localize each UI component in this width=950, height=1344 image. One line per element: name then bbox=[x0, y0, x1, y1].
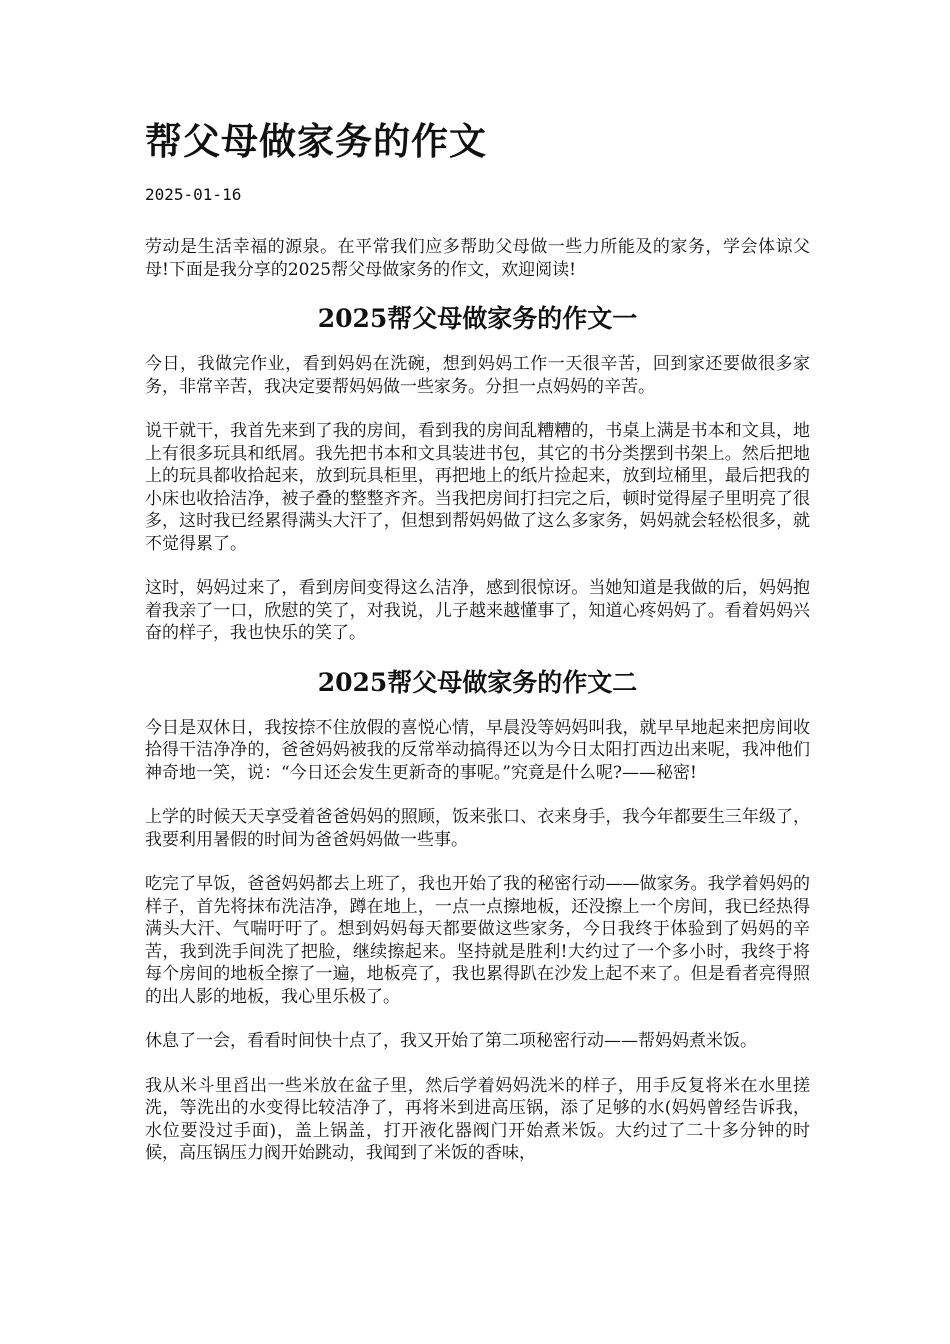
essay-paragraph: 休息了一会，看看时间快十点了，我又开始了第二项秘密行动——帮妈妈煮米饭。 bbox=[145, 1031, 757, 1051]
essay-section-1 bbox=[145, 301, 810, 645]
document-date: 2025-01-16 bbox=[145, 185, 242, 204]
essay-paragraph: 说干就干，我首先来到了我的房间，看到我的房间乱糟糟的，书桌上满是书本和文具，地上有很多玩具和纸屑。我先把书本和文具装进书包，其它的书分类摆到书架上。然后把地上的玩具都收拾起来，放到玩具柜里，再把地上的纸片捡起来，放到垃桶里，最后把我的小床也收拾洁净，被子叠的整整齐齐。当我把房间打扫完之后，顿时觉得屋子里明亮了很多，这时我已经累得满头大汗了，但想到帮妈妈做了这么多家务，妈妈就会轻松很多，就不觉得累了。 bbox=[145, 421, 810, 554]
essay-section-2 bbox=[145, 665, 810, 1165]
essay-paragraph: 今日，我做完作业，看到妈妈在洗碗，想到妈妈工作一天很辛苦，回到家还要做很多家务，非常辛苦，我决定要帮妈妈做一些家务。分担一点妈妈的辛苦。 bbox=[145, 354, 810, 397]
document-page bbox=[145, 116, 810, 1165]
essay-paragraph: 今日是双休日，我按捺不住放假的喜悦心情，早晨没等妈妈叫我，就早早地起来把房间收拾得干洁净净的，爸爸妈妈被我的反常举动搞得还以为今日太阳打西边出来呢，我冲他们神奇地一笑，说：“今日还会发生更新奇的事呢。”究竟是什么呢?——秘密! bbox=[145, 717, 810, 783]
essay-paragraph: 吃完了早饭，爸爸妈妈都去上班了，我也开始了我的秘密行动——做家务。我学着妈妈的样子，首先将抹布洗洁净，蹲在地上，一点一点擦地板，还没擦上一个房间，我已经热得满头大汗、气喘吁吁了。想到妈妈每天都要做这些家务，今日我终于体验到了妈妈的辛苦，我到洗手间洗了把脸，继续擦起来。坚持就是胜利!大约过了一个多小时，我终于将每个房间的地板全擦了一遍，地板亮了，我也累得趴在沙发上起不来了。但是看者亮得照的出人影的地板，我心里乐极了。 bbox=[145, 874, 810, 1007]
document-title: 帮父母做家务的作文 bbox=[145, 119, 487, 163]
intro-paragraph: 劳动是生活幸福的源泉。在平常我们应多帮助父母做一些力所能及的家务，学会体谅父母!下面是我分享的2025帮父母做家务的作文，欢迎阅读! bbox=[145, 237, 810, 280]
essay-paragraph: 这时，妈妈过来了，看到房间变得这么洁净，感到很惊讶。当她知道是我做的后，妈妈抱着我亲了一口，欣慰的笑了，对我说，儿子越来越懂事了，知道心疼妈妈了。看着妈妈兴奋的样子，我也快乐的笑了。 bbox=[145, 578, 810, 643]
essay-paragraph: 我从米斗里舀出一些米放在盆子里，然后学着妈妈洗米的样子，用手反复将米在水里搓洗，等洗出的水变得比较洁净了，再将米到进高压锅，添了足够的水(妈妈曾经告诉我，水位要没过手面)，盖上锅盖，打开液化器阀门开始煮米饭。大约过了二十多分钟的时候，高压锅压力阀开始跳动，我闻到了米饭的香味， bbox=[145, 1075, 810, 1163]
essay-paragraph: 上学的时候天天享受着爸爸妈妈的照顾，饭来张口、衣来身手，我今年都要生三年级了，我要利用暑假的时间为爸爸妈妈做一些事。 bbox=[145, 807, 810, 850]
section-heading: 2025帮父母做家务的作文一 bbox=[317, 304, 638, 333]
section-heading: 2025帮父母做家务的作文二 bbox=[317, 667, 638, 697]
